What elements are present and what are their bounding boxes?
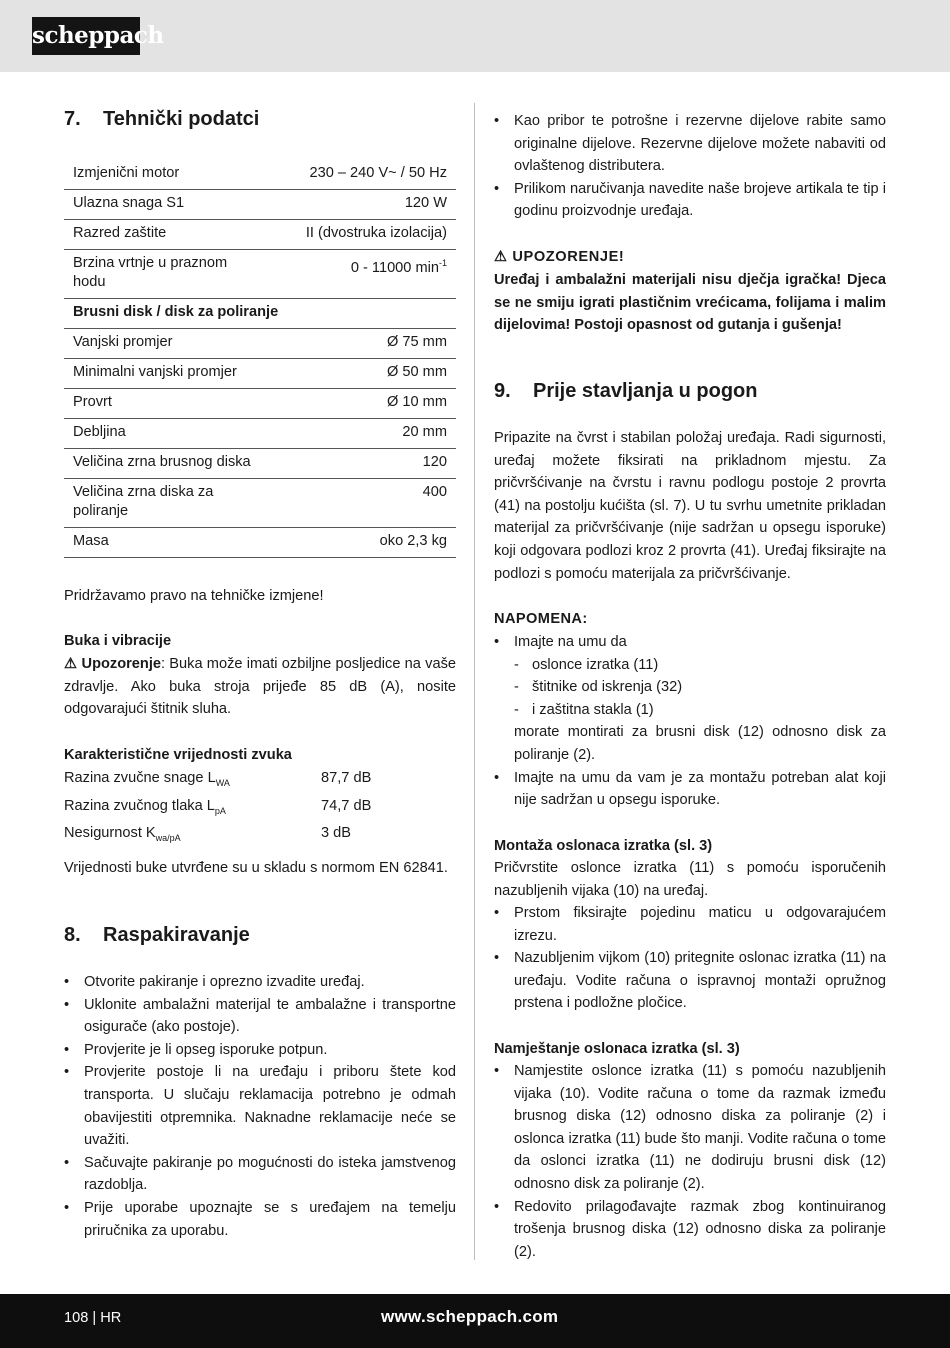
spec-value (264, 220, 456, 250)
spec-value-text: Ø 75 mm (386, 334, 447, 350)
warning-icon: ⚠ (64, 656, 78, 672)
table-row (64, 528, 456, 558)
norm-text: Vrijednosti buke utvrđene su u skladu s normom EN 62841. (64, 860, 448, 876)
list-item: • Imajte na umu da vam je za montažu potreban alat koji nije sadržan u opsegu isporuke. (494, 767, 886, 812)
table-row (64, 329, 456, 359)
page-number: 108 | HR (64, 1310, 122, 1326)
section-9-heading (494, 380, 758, 403)
table-row (64, 389, 456, 419)
adjust-list (494, 1060, 886, 1263)
reserve-note: Pridržavamo pravo na tehničke izmjene! (64, 588, 324, 604)
list-item: • Redovito prilagođavajte razmak zbog kontinuiranog trošenja brusnog diska (12) odnosno diska za poliranje (2). (494, 1196, 886, 1264)
spec-label: Ulazna snaga S1 (64, 190, 264, 220)
spec-value (264, 419, 456, 449)
section-8-heading (64, 924, 250, 947)
spec-label: Vanjski promjer (64, 329, 264, 359)
section-number: 9. (494, 380, 511, 402)
section-title: Prije stavljanja u pogon (533, 380, 758, 402)
spec-value (264, 160, 456, 190)
unpacking-list (64, 971, 456, 1242)
sound-value: 87,7 dB (321, 770, 372, 786)
spec-label: Brzina vrtnje u praznom hodu (64, 250, 264, 299)
sound-label (64, 822, 321, 850)
spec-value (264, 329, 456, 359)
sound-label-sub: pA (214, 805, 226, 816)
spec-label: Provrt (64, 389, 264, 419)
warning-label: Upozorenje (81, 656, 161, 672)
spec-value (264, 190, 456, 220)
table-row (64, 220, 456, 250)
spec-value (264, 250, 456, 299)
spec-subheading: Brusni disk / disk za poliranje (64, 299, 456, 329)
table-row (64, 479, 456, 528)
list-item: • Otvorite pakiranje i oprezno izvadite uređaj. (64, 971, 456, 994)
warning-icon: ⚠ (494, 249, 508, 265)
list-item: - i zaštitna stakla (1) (514, 699, 886, 722)
parts-list (494, 110, 886, 223)
note-list (494, 631, 886, 812)
technical-data-table (64, 160, 456, 558)
mount-intro: Pričvrstite oslonce izratka (11) s pomoću isporučenih nazubljenih vijaka (10) na uređaj. (494, 860, 886, 899)
sound-heading: Karakteristične vrijednosti zvuka (64, 747, 292, 763)
spec-value-text: 120 W (404, 195, 447, 211)
sound-label-sub: WA (215, 777, 230, 788)
list-item: • Nazubljenim vijkom (10) pritegnite oslonac izratka (11) na uređaju. Vodite računa o ispravnoj montaži opružnog prstena i podložne pločice. (494, 947, 886, 1015)
table-row (64, 299, 456, 329)
spec-value (264, 449, 456, 479)
list-item: • Kao pribor te potrošne i rezervne dijelove rabite samo originalne dijelove. Rezervne dijelove možete nabaviti od ovlaštenog distributera. (494, 110, 886, 178)
mount-list (494, 902, 886, 1015)
section-number: 7. (64, 108, 81, 130)
setup-intro: Pripazite na čvrst i stabilan položaj uređaja. Radi sigurnosti, uređaj možete fiksirati na prikladnom mjestu. Za pričvršćivanje na čvrstu i ravnu podlogu postoje 2 provrta (41) na postolju kućišta (sl. 7). U tu svrhu umetnite prikladan materijal za pričvršćivanje (nije sadržan u opsegu isporuke) koji odgovara podlozi kroz 2 provrta (41). Uređaj fiksirajte na podlozi s pomoću materijala za pričvršćivanje. (494, 430, 886, 582)
header-bar (0, 0, 950, 72)
sound-label-text: Nesigurnost K (64, 825, 156, 841)
section-title: Raspakiravanje (103, 924, 250, 946)
list-item: • Sačuvajte pakiranje po mogućnosti do isteka jamstvenog razdoblja. (64, 1152, 456, 1197)
footer-bar (0, 1294, 950, 1348)
list-item: • Provjerite je li opseg isporuke potpun. (64, 1039, 456, 1062)
sound-row (64, 795, 456, 823)
table-row (64, 250, 456, 299)
sound-label-text: Razina zvučnog tlaka L (64, 797, 215, 814)
spec-value-text: Ø 50 mm (386, 364, 447, 380)
website-link[interactable]: www.scheppach.com (381, 1307, 559, 1326)
list-item: • Prstom fiksirajte pojedinu maticu u odgovarajućem izrezu. (494, 902, 886, 947)
scheppach-logo: scheppach (32, 17, 140, 55)
sound-value: 74,7 dB (321, 797, 372, 814)
table-row (64, 359, 456, 389)
spec-value-text: II (dvostruka izolacija) (305, 225, 447, 241)
warning-title: ⚠ UPOZORENJE! (494, 249, 625, 265)
spec-value (264, 479, 456, 528)
warning-body: Uređaj i ambalažni materijali nisu dječja igračka! Djeca se ne smiju igrati plastičnim vrećicama, folijama i malim dijelovima! Postoji opasnost od gutanja i gušenja! (494, 272, 886, 334)
sound-row (64, 822, 456, 850)
spec-value (264, 389, 456, 419)
spec-label: Masa (64, 528, 264, 558)
list-item: • Provjerite postoje li na uređaju i priboru štete kod transporta. U slučaju reklamacija potrebno je odmah obavijestiti otpremnika. Naknadne reklamacije neće se uvažiti. (64, 1061, 456, 1151)
spec-label: Debljina (64, 419, 264, 449)
list-item: - štitnike od iskrenja (32) (514, 676, 886, 699)
spec-label: Veličina zrna diska za poliranje (64, 479, 264, 528)
spec-value-text: Ø 10 mm (386, 394, 447, 410)
table-row (64, 160, 456, 190)
section-number: 8. (64, 924, 81, 946)
table-row (64, 190, 456, 220)
sound-label-text: Razina zvučne snage L (64, 770, 216, 786)
sound-row (64, 767, 456, 795)
spec-unit-exponent: -1 (438, 258, 447, 268)
list-item: • Imajte na umu da - oslonce izratka (11) - štitnike od iskrenja (32) - i zaštitna stakla (1) morate montirati za brusni disk (12) odnosno disk za poliranje (2). (494, 631, 886, 767)
section-title: Tehnički podatci (103, 108, 260, 130)
section-7-heading (64, 108, 259, 131)
spec-value-text: 400 (422, 484, 447, 500)
table-row (64, 419, 456, 449)
spec-label: Razred zaštite (64, 220, 264, 250)
spec-value-text: 230 – 240 V~ / 50 Hz (309, 165, 447, 181)
spec-value-text: oko 2,3 kg (379, 533, 447, 549)
spec-value (264, 528, 456, 558)
spec-label: Minimalni vanjski promjer (64, 359, 264, 389)
note-item-tail: morate montirati za brusni disk (12) odnosno disk za poliranje (2). (514, 724, 886, 763)
column-divider (474, 103, 475, 1260)
spec-value-text: 120 (422, 454, 447, 470)
noise-heading: Buka i vibracije (64, 633, 172, 649)
spec-value-text: 0 - 11000 min (350, 259, 439, 276)
spec-value-text: 20 mm (402, 424, 447, 440)
list-item: • Namjestite oslonce izratka (11) s pomoću nazubljenih vijaka (10). Vodite računa o tome da razmak između brusnog diska (12) odnosno diska za poliranje (2) i oslonca izratka (11) bude što manji. Vodite računa o tome da oslonci izratka (11) ne dodiruju brusni disk (12) odnosno disk za poliranje (2). (494, 1060, 886, 1196)
spec-label: Izmjenični motor (64, 160, 264, 190)
list-item: • Prilikom naručivanja navedite naše brojeve artikala te tip i godinu proizvodnje uređaja. (494, 178, 886, 223)
list-item: • Prije uporabe upoznajte se s uređajem na temelju priručnika za uporabu. (64, 1197, 456, 1242)
dash-list (514, 654, 886, 722)
warning-text: : Buka može imati ozbiljne posljedice na vaše zdravlje. Ako buka stroja prijeđe 85 dB (A), nosite odgovarajući štitnik sluha. (64, 656, 456, 718)
list-item: • Uklonite ambalažni materijal te ambalažne i transportne osigurače (ako postoje). (64, 994, 456, 1039)
list-item: - oslonce izratka (11) (514, 654, 886, 677)
sound-value: 3 dB (321, 825, 352, 841)
sound-label (64, 795, 321, 823)
noise-warning (64, 653, 456, 721)
table-row (64, 449, 456, 479)
note-title: NAPOMENA: (494, 611, 588, 627)
sound-label-sub: wa/pA (155, 832, 181, 843)
spec-value (264, 359, 456, 389)
sound-label (64, 767, 321, 795)
sound-values (64, 767, 456, 850)
spec-label: Veličina zrna brusnog diska (64, 449, 264, 479)
adjust-heading: Namještanje oslonaca izratka (sl. 3) (494, 1041, 740, 1057)
mount-heading: Montaža oslonaca izratka (sl. 3) (494, 838, 713, 854)
